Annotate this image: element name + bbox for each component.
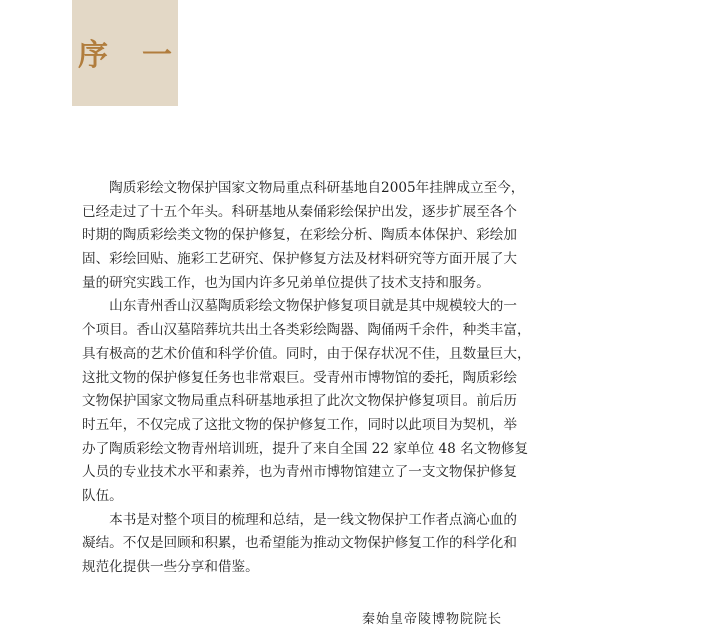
text-line: 时五年，不仅完成了这批文物的保护修复工作，同时以此项目为契机，举 — [82, 416, 517, 433]
text-line: 队伍。 — [82, 487, 123, 504]
text-line: 具有极高的艺术价值和科学价值。同时，由于保存状况不佳，且数量巨大， — [82, 345, 531, 362]
text-line: 本书是对整个项目的梳理和总结，是一线文物保护工作者点滴心血的 — [82, 511, 517, 528]
signature: 秦始皇帝陵博物院院长 — [362, 612, 503, 627]
text-line: 个项目。香山汉墓陪葬坑共出土各类彩绘陶器、陶俑两千余件，种类丰富， — [82, 322, 531, 339]
page-title: 序 一 — [78, 38, 174, 73]
text-line: 已经走过了十五个年头。科研基地从秦俑彩绘保护出发，逐步扩展至各个 — [82, 203, 517, 220]
text-line: 凝结。不仅是回顾和积累，也希望能为推动文物保护修复工作的科学化和 — [82, 535, 517, 552]
text-line: 量的研究实践工作，也为国内许多兄弟单位提供了技术支持和服务。 — [82, 274, 490, 291]
text-line: 山东青州香山汉墓陶质彩绘文物保护修复项目就是其中规模较大的一 — [82, 298, 517, 315]
text-line: 固、彩绘回贴、施彩工艺研究、保护修复方法及材料研究等方面开展了大 — [82, 251, 517, 268]
text-line: 规范化提供一些分享和借鉴。 — [82, 559, 259, 575]
text-line: 陶质彩绘文物保护国家文物局重点科研基地自2005年挂牌成立至今， — [82, 180, 525, 196]
text-line: 办了陶质彩绘文物青州培训班，提升了来自全国 22 家单位 48 名文物修复 — [82, 440, 529, 457]
text-line: 时期的陶质彩绘类文物的保护修复，在彩绘分析、陶质本体保护、彩绘加 — [82, 227, 517, 244]
text-line: 人员的专业技术水平和素养，也为青州市博物馆建立了一支文物保护修复 — [82, 464, 517, 481]
text-line: 这批文物的保护修复任务也非常艰巨。受青州市博物馆的委托，陶质彩绘 — [82, 369, 517, 386]
text-line: 文物保护国家文物局重点科研基地承担了此次文物保护修复项目。前后历 — [82, 393, 517, 410]
preface-body — [82, 177, 534, 580]
